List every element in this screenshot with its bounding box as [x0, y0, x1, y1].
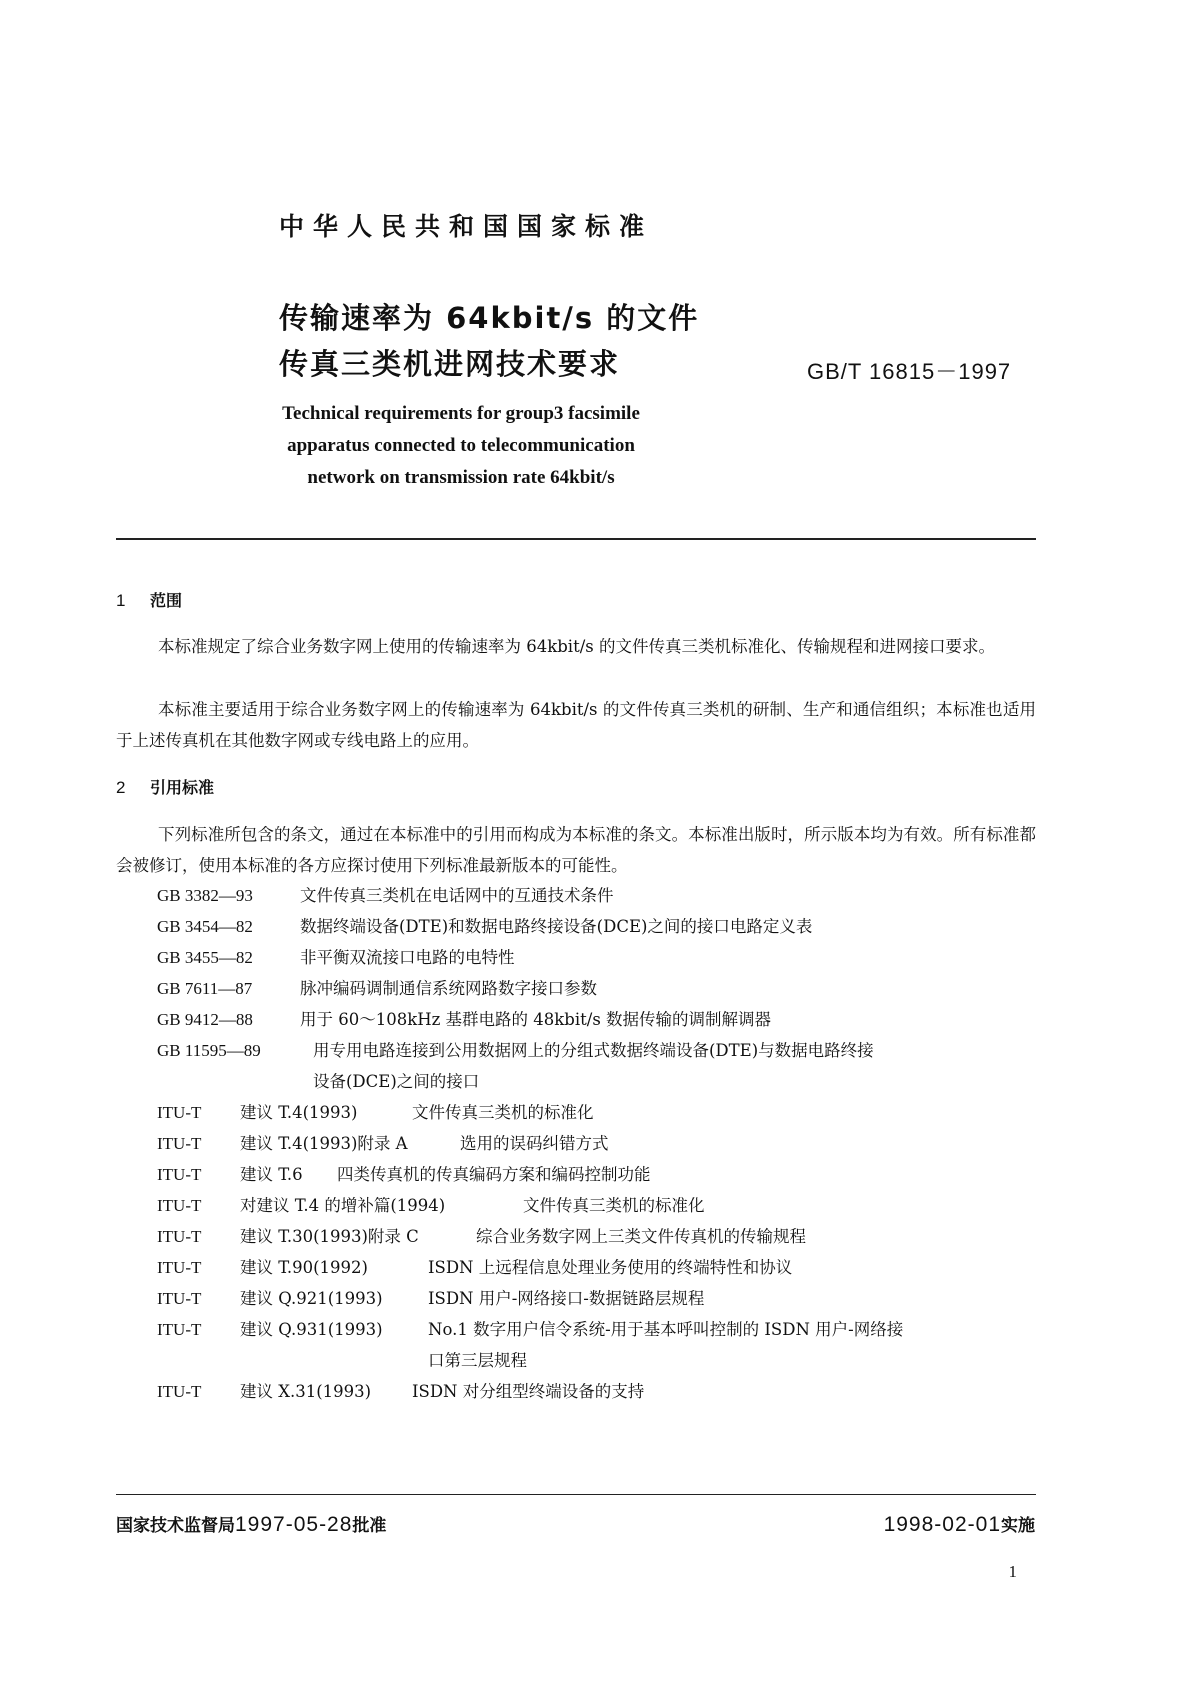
approval-org: 国家技术监督局: [116, 1516, 235, 1536]
reference-item: [157, 1378, 644, 1402]
reference-recommendation: 建议 T.6: [240, 1165, 303, 1184]
reference-recommendation: 对建议 T.4 的增补篇(1994): [240, 1196, 446, 1215]
effective-label: 实施: [1001, 1516, 1035, 1536]
document-title-line2: 传真三类机进网技术要求: [279, 347, 621, 381]
effective-line: [884, 1511, 1035, 1537]
reference-org: ITU-T: [157, 1227, 202, 1246]
reference-title: 文件传真三类机的标准化: [412, 1103, 594, 1122]
reference-code: GB 3455—82: [157, 948, 253, 967]
reference-org: ITU-T: [157, 1258, 202, 1277]
approval-line: [116, 1511, 386, 1537]
reference-title: 非平衡双流接口电路的电特性: [300, 948, 515, 967]
page-number: 1: [1008, 1562, 1017, 1581]
reference-title-continued: 口第三层规程: [428, 1351, 527, 1370]
reference-recommendation: 建议 Q.921(1993): [240, 1289, 383, 1308]
reference-title: 脉冲编码调制通信系统网路数字接口参数: [300, 979, 597, 998]
reference-title: 选用的误码纠错方式: [460, 1134, 609, 1153]
section2-title: 引用标准: [150, 778, 215, 797]
approval-label: 批准: [352, 1516, 387, 1536]
reference-title: ISDN 上远程信息处理业务使用的终端特性和协议: [428, 1258, 793, 1277]
english-title-line3: network on transmission rate 64kbit/s: [307, 467, 615, 488]
reference-org: ITU-T: [157, 1134, 202, 1153]
reference-item: [157, 1161, 651, 1185]
reference-recommendation: 建议 Q.931(1993): [240, 1320, 383, 1339]
section2-heading: [116, 775, 214, 798]
reference-title: No.1 数字用户信令系统-用于基本呼叫控制的 ISDN 用户-网络接: [428, 1320, 904, 1339]
section1-paragraph1: 本标准规定了综合业务数字网上使用的传输速率为 64kbit/s 的文件传真三类机标准化、传输规程和进网接口要求。: [158, 637, 995, 656]
reference-org: ITU-T: [157, 1165, 202, 1184]
reference-item: [157, 1006, 771, 1030]
reference-org: ITU-T: [157, 1103, 202, 1122]
reference-org: ITU-T: [157, 1382, 202, 1401]
national-standard-heading: 中华人民共和国国家标准: [279, 212, 654, 241]
reference-title: 数据终端设备(DTE)和数据电路终接设备(DCE)之间的接口电路定义表: [300, 917, 813, 936]
reference-code: GB 9412—88: [157, 1010, 253, 1029]
reference-title: 用于 60～108kHz 基群电路的 48kbit/s 数据传输的调制解调器: [300, 1010, 772, 1029]
reference-title: ISDN 对分组型终端设备的支持: [412, 1382, 645, 1401]
approval-date: 1997-05-28: [235, 1513, 353, 1536]
reference-code: GB 11595—89: [157, 1041, 261, 1060]
reference-item: [157, 1037, 874, 1091]
section1-heading: [116, 588, 182, 611]
effective-date: 1998-02-01: [883, 1513, 1001, 1536]
reference-item: [157, 882, 614, 906]
reference-recommendation: 建议 T.30(1993)附录 C: [240, 1227, 419, 1246]
section2-intro: 下列标准所包含的条文，通过在本标准中的引用而构成为本标准的条文。本标准出版时，所示版本均为有效。所有标准都会被修订，使用本标准的各方应探讨使用下列标准最新版本的可能性。: [116, 825, 1036, 875]
reference-org: ITU-T: [157, 1289, 202, 1308]
reference-item: [157, 1285, 704, 1309]
reference-title: 综合业务数字网上三类文件传真机的传输规程: [476, 1227, 806, 1246]
reference-org: ITU-T: [157, 1196, 202, 1215]
reference-title: 四类传真机的传真编码方案和编码控制功能: [337, 1165, 651, 1184]
reference-item: [157, 944, 515, 968]
reference-recommendation: 建议 T.4(1993): [240, 1103, 358, 1122]
reference-item: [157, 1130, 609, 1154]
reference-title: 文件传真三类机在电话网中的互通技术条件: [300, 886, 614, 905]
reference-title: 用专用电路连接到公用数据网上的分组式数据终端设备(DTE)与数据电路终接: [313, 1041, 874, 1060]
footer-divider: [116, 1494, 1036, 1495]
reference-recommendation: 建议 X.31(1993): [240, 1382, 372, 1401]
section2-number: 2: [116, 778, 126, 797]
reference-item: [157, 913, 812, 937]
reference-code: GB 7611—87: [157, 979, 253, 998]
reference-recommendation: 建议 T.90(1992): [240, 1258, 368, 1277]
reference-code: GB 3454—82: [157, 917, 253, 936]
header-divider: [116, 538, 1036, 540]
reference-title: 文件传真三类机的标准化: [523, 1196, 705, 1215]
reference-item: [157, 1254, 792, 1278]
reference-title: ISDN 用户-网络接口-数据链路层规程: [428, 1289, 705, 1308]
english-title-line1: Technical requirements for group3 facsimile: [282, 403, 640, 424]
reference-recommendation: 建议 T.4(1993)附录 A: [240, 1134, 408, 1153]
document-title-line1: 传输速率为 64kbit/s 的文件: [279, 301, 700, 335]
section1-title: 范围: [150, 591, 183, 610]
reference-title-continued: 设备(DCE)之间的接口: [313, 1072, 480, 1091]
reference-item: [157, 1223, 806, 1247]
reference-item: [157, 975, 597, 999]
reference-item: [157, 1316, 904, 1370]
section1-number: 1: [116, 591, 126, 610]
section1-paragraph2: 本标准主要适用于综合业务数字网上的传输速率为 64kbit/s 的文件传真三类机的研制、生产和通信组织；本标准也适用于上述传真机在其他数字网或专线电路上的应用。: [116, 700, 1036, 750]
reference-org: ITU-T: [157, 1320, 202, 1339]
reference-item: [157, 1192, 705, 1216]
reference-code: GB 3382—93: [157, 886, 253, 905]
standard-number: GB/T 16815－1997: [807, 359, 1012, 384]
reference-item: [157, 1099, 594, 1123]
english-title-line2: apparatus connected to telecommunication: [287, 435, 635, 456]
